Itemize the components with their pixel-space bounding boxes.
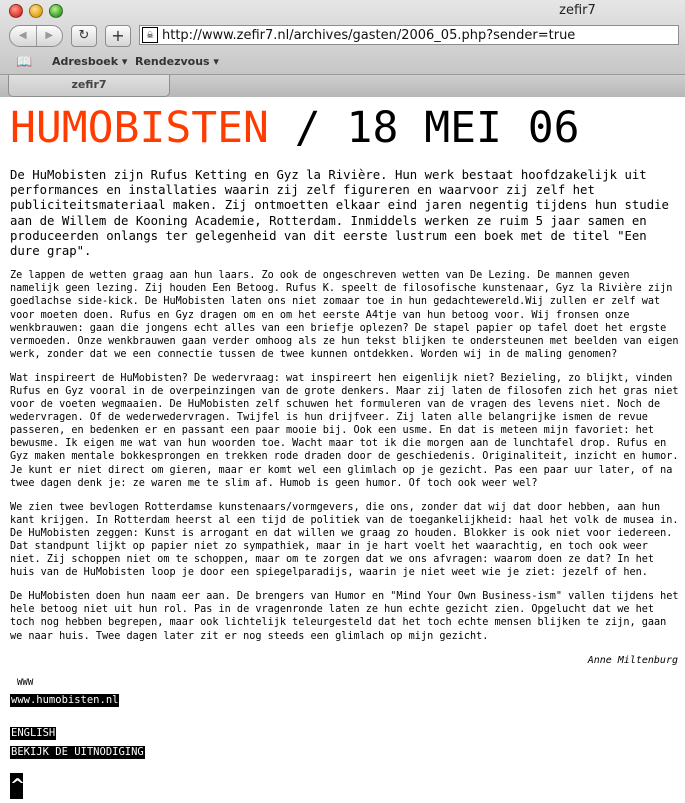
title-date: / 18 MEI 06 bbox=[268, 103, 580, 153]
skull-favicon-icon: ☠ bbox=[142, 27, 158, 43]
window-titlebar bbox=[0, 0, 685, 22]
add-bookmark-button[interactable] bbox=[105, 25, 131, 47]
window-title: zefir7 bbox=[559, 3, 596, 18]
intro-paragraph: De HuMobisten zijn Rufus Ketting en Gyz la Rivière. Hun werk bestaat hoofdzakelijk uit performances en installaties waarin zij zelf figureren en waarvoor zij zelf het publiciteitsmateriaal maken. Zij ontmoetten elkaar eind jaren negentig tijdens hun studie aan de Willem de Kooning Academie, Rotterdam. Inmiddels werken ze ruim 5 jaar samen en produceerden onlangs ter gelegenheid van dit eerste lustrum een boek met de titel "Een dure grap". bbox=[10, 168, 669, 259]
english-link[interactable]: ENGLISH bbox=[11, 726, 56, 739]
body-paragraph: We zien twee bevlogen Rotterdamse kunstenaars/vormgevers, die ons, zonder dat wij dat door hebben, aan hun kant krijgen. In Rotterdam heerst al een tijd de politiek van de toegankelijkheid: haal het volk de musea in. De HuMobisten zeggen: Kunst is arrogant en dat willen we graag zo houden. Blokker is ook niet voor iedereen. Dat standpunt lijkt op papier niet zo sympathiek, maar in je hart voelt het waarachtig, en toch ook weer niet. Zij schoppen niet om te schoppen, maar om te zorgen dat we ons afvragen: waarom doen ze dat? In het huis van de HuMobisten loop je door een spiegelparadijs, waarin je niet weet wie je ziet: jezelf of hen. bbox=[10, 501, 679, 579]
www-label: WWW bbox=[17, 677, 34, 688]
tab-zefir7[interactable]: zefir7 bbox=[8, 75, 170, 97]
tab-bar bbox=[0, 74, 685, 97]
link-block bbox=[10, 678, 682, 799]
reload-button[interactable] bbox=[71, 25, 97, 47]
body-paragraph: Ze lappen de wetten graag aan hun laars. Zo ook de ongeschreven wetten van De Lezing. De mannen geven namelijk geen lezing. Zij houden Een Betoog. Rufus K. speelt de filosofische kunstenaar, Gyz la Rivière zijn goedlachse side-kick. De HuMobisten laten ons niet zomaar toe in hun gedachtewereld.Wij zullen er zelf wat voor moeten doen. Rufus en Gyz dragen om en om het eerste A4tje van hun betoog voor. Wij fronsen onze wenkbrauwen: gaan die jongens echt alles van een briefje oplezen? De stapel papier op tafel doet het ergste vermoeden. Onze wenkbrauwen gaan verder omhoog als ze hun tekst blijken te ondersteunen met beelden van eigen werk, zonder dat we een connectie tussen de twee kunnen ontdekken. Worden wij in de maling genomen? bbox=[10, 270, 679, 360]
plus-icon: + bbox=[111, 26, 125, 45]
author-signature: Anne Miltenburg bbox=[587, 654, 678, 666]
forward-button[interactable]: ▶ bbox=[45, 30, 54, 41]
address-bar[interactable] bbox=[139, 25, 679, 45]
body-paragraph: Wat inspireert de HuMobisten? De wedervraag: wat inspireert hen eigenlijk niet? Bezieling, zo blijkt, vinden Rufus en Gyz vooral in de overpeinzingen van de grote denkers. Maar zij laten de filosofen zich het gras niet voor de voeten wegmaaien. De HuMobisten zelf schuwen het formuleren van de vragen des levens niet. Noch de wedervragen. Of de wederwedervragen. Twijfel is hun drijfveer. Zij laten alle belangrijke ismen de revue passeren, en bedenken er en passant een paar mooie bij. Ook een usme. En dat is meteen mijn favoriet: het bewusme. Ik eigen me wat van hun woorden toe. Wacht maar tot ik die morgen aan de lunchtafel drop. Rufus en Gyz maken mentale bokkesprongen en trekken rode draden door de geschiedenis. Originaliteit, inzicht en humor. Je kunt er niet direct om gieren, maar er komt wel een glimlach op je gezicht. Pas een paar uur later, of na twee dagen denk je: ze waren me te slim af. Humob is geen humor. Of toch ook weer wel? bbox=[10, 372, 679, 489]
bookmarks-book-icon[interactable]: 📖 bbox=[16, 55, 33, 70]
site-link[interactable]: www.humobisten.nl bbox=[11, 693, 119, 706]
body-paragraph: De HuMobisten doen hun naam eer aan. De brengers van Humor en "Mind Your Own Business-ism" vallen tijdens het hele betoog niet uit hun rol. Pas in de vragenronde laten ze hun echte gezicht zien. Opgelucht dat we het toch nog hebben begrepen, maar ook lichtelijk teleurgesteld dat het toch echte mensen blijken te zijn, gaan we naar huis. Twee dagen later zit er nog steeds een glimlach op mijn gezicht. bbox=[10, 591, 679, 642]
page-content bbox=[10, 100, 682, 799]
url-text[interactable]: http://www.zefir7.nl/archives/gasten/2006_05.php?sender=true bbox=[162, 27, 576, 43]
browser-toolbar bbox=[0, 22, 685, 50]
bookmark-adresboek[interactable]: Adresboek ▾ bbox=[52, 55, 128, 68]
bookmarks-bar bbox=[0, 53, 685, 71]
back-forward-buttons bbox=[9, 25, 63, 47]
bookmark-rendezvous[interactable]: Rendezvous ▾ bbox=[135, 55, 219, 68]
back-button[interactable]: ◀ bbox=[10, 26, 37, 46]
reload-icon: ↻ bbox=[78, 28, 90, 43]
title-brand: HUMOBISTEN bbox=[10, 103, 269, 153]
back-to-top-button[interactable]: ^ bbox=[10, 773, 23, 799]
page-title bbox=[10, 100, 682, 156]
language-links bbox=[10, 721, 682, 759]
browser-chrome bbox=[0, 0, 685, 97]
invitation-link[interactable]: BEKIJK DE UITNODIGING bbox=[11, 745, 144, 758]
